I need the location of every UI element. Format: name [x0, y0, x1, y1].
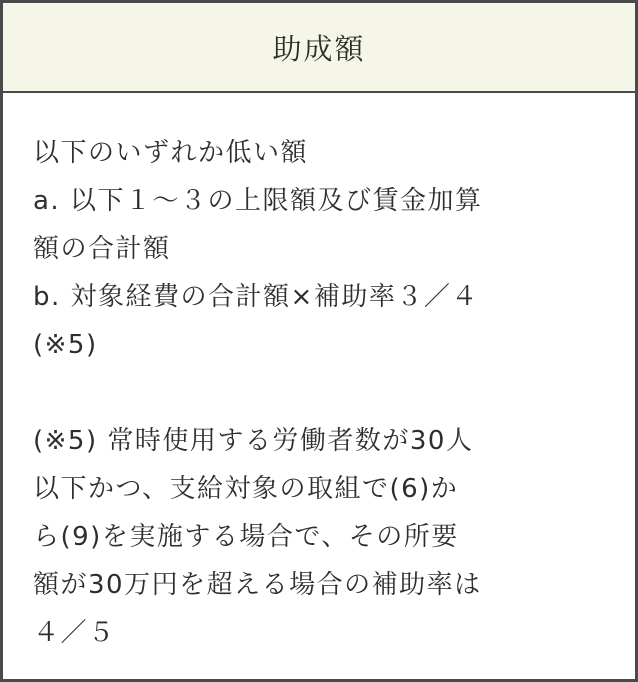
body-line-9: ら(9)を実施する場合で、その所要 — [33, 522, 459, 552]
card-body — [3, 93, 635, 657]
body-line-5: (※5) — [33, 330, 98, 360]
body-line-1: 以下のいずれか低い額 — [33, 138, 309, 168]
body-line-11: ４／５ — [33, 618, 116, 648]
body-spacer — [33, 369, 615, 417]
body-line-7: (※5) 常時使用する労働者数が30人 — [33, 426, 474, 456]
body-line-10: 額が30万円を超える場合の補助率は — [33, 570, 482, 600]
body-line-4: b. 対象経費の合計額×補助率３／４ — [33, 282, 479, 312]
body-line-8: 以下かつ、支給対象の取組で(6)か — [33, 474, 459, 504]
card-header — [3, 3, 635, 93]
body-line-2: a. 以下１～３の上限額及び賃金加算 — [33, 186, 483, 216]
body-line-3: 額の合計額 — [33, 234, 171, 264]
card-title: 助成額 — [272, 31, 366, 66]
